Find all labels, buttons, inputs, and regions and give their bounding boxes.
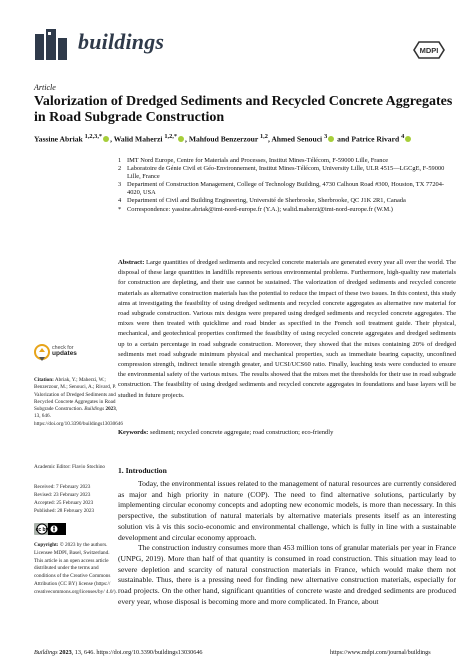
author-conjunction: and: [337, 134, 350, 144]
author-name: Walid Maherzi: [113, 134, 163, 144]
author-affiliation: 1,2: [260, 133, 268, 140]
citation-year: 2023: [105, 406, 116, 413]
introduction-body: [118, 479, 456, 607]
buildings-logo-icon: [34, 28, 74, 60]
affiliation-number: 1: [118, 157, 122, 164]
paragraph: Today, the environmental issues related to the management of natural resources are currently considered as major and high priority in nature (COP). The need to find alternative solutions, particularly by implementing circular economy concepts and adopting new economic models, is more than necessary. In this perspective, the substitution of natural materials by alternative materials presents itself as an interesting solution vis à vis this socio-economic and environmental challenge, which is fully in line with a sustainable development and circular economy approach.: [118, 479, 456, 542]
author-name: Patrice Rivard: [351, 134, 400, 144]
author-affiliation: 4: [401, 133, 405, 140]
citation-block: [34, 377, 123, 428]
check-line2: updates: [52, 350, 77, 358]
mdpi-logo-text: MDPI: [419, 46, 439, 55]
author-affiliation: 1,2,3,*: [84, 133, 103, 140]
affiliation-item: [118, 206, 458, 214]
citation-text: Abriak, Y.; Maherzi, W.; Benzerzour, M.; Senouci, A.; Rivard, P. Valorization of Dredged Sediments and Recycled Concrete Aggregates in Road Subgrade Construction.: [34, 377, 117, 413]
check-for-updates-label[interactable]: [52, 345, 77, 358]
academic-editor: Academic Editor: Flavio Stochino: [34, 464, 106, 470]
affiliation-text: Department of Civil and Building Engineering, Université de Sherbrooke, Sherbrooke, QC J1K 2R1, Canada: [127, 197, 406, 205]
affiliation-text: Correspondence: yassine.abriak@imt-nord-europe.fr (Y.A.); walid.maherzi@imt-nord-europe.fr (W.M.): [127, 205, 393, 213]
journal-name: buildings: [78, 29, 165, 54]
abstract-label: Abstract:: [118, 259, 145, 266]
revised-date: Revised: 23 February 2023: [34, 491, 91, 498]
affiliation-text: Laboratoire de Génie Civil et Géo-Environnement, Institut Mines-Télécom, University Lille, ULR 4515—LGCgE, F-59000 Lille, France: [127, 165, 445, 181]
article-type: Article: [34, 83, 56, 92]
section-heading: 1. Introduction: [118, 466, 167, 475]
footer-doi[interactable]: , 13, 646. https://doi.org/10.3390/buildings13030646: [71, 649, 203, 656]
citation-doi[interactable]: , 13, 646. https://doi.org/10.3390/buildings13030646: [34, 406, 123, 427]
article-title: Valorization of Dredged Sediments and Recycled Concrete Aggregates in Road Subgrade Construction: [34, 94, 453, 125]
orcid-icon: [103, 136, 109, 142]
footer-journal-url[interactable]: https://www.mdpi.com/journal/buildings: [330, 649, 431, 656]
orcid-icon: [405, 136, 411, 142]
citation-label: Citation:: [34, 377, 54, 383]
affiliation-text: IMT Nord Europe, Centre for Materials and Processes, Institut Mines-Télécom, F-59000 Lille, France: [127, 157, 389, 164]
cc-logo-text: cc by: [35, 527, 49, 533]
author-affiliation: 3: [324, 133, 328, 140]
citation-journal: Buildings: [84, 406, 105, 413]
copyright-block: [34, 542, 118, 597]
cc-by-license-icon[interactable]: [34, 523, 66, 535]
affiliation-item: [118, 157, 458, 165]
abstract-text: Large quantities of dredged sediments and recycled concrete materials are generated every year all over the world. The disposal of these large quantities in landfills represents serious environmental problems. Furthermore, high-quality raw materials for construction are depleting, and their use cannot be sustained. The valorization of dredged sediments and recycled concrete materials as alternative construction materials has the potential to reduce the impact of these two issues. In this context, this study aims at investigating the feasibility of using dredged sediments and recycled concrete aggregates as alternative raw material for road subgrade construction. Various mix designs were prepared using dredged sediments and recycled concrete aggregates. The mixes were then treated with quicklime and road binder as specified in the French soil treatment guide. Their physical, mechanical, and geotechnical properties confirmed the feasibility of using recycled concrete aggregates and dredged sediments up to a certain percentage in road subgrade construction. Moreover, they showed that the mixes containing 20% of dredged sediments met road subgrade minimum physical and mechanical properties, such as immediate bearing capacity, unconfined compression strength, indirect tensile strength greater, and UCSI/UCS60 ratio. Finally, leaching tests were conducted to ensure the environmental safety of the various mixes. The results showed that the mixes met the thresholds for their use in road subgrade construction. The feasibility of using dredged sediments and recycled concrete aggregates in foundations and base layers will be studied in future projects.: [118, 259, 457, 399]
copyright-text: © 2023 by the authors. Licensee MDPI, Basel, Switzerland. This article is an open access article distributed under the terms and conditions of the Creative Commons Attribution (CC BY) license (https:// creativecommons.org/licenses/by/ 4.0/).: [34, 542, 117, 595]
check-line1: check for: [52, 345, 74, 351]
author-name: Yassine Abriak: [34, 134, 83, 144]
orcid-icon: [328, 136, 334, 142]
mdpi-logo-icon: [412, 40, 446, 60]
author-affiliation: 1,2,*: [164, 133, 178, 140]
check-for-updates-icon[interactable]: [34, 343, 50, 365]
affiliation-item: [118, 165, 458, 181]
orcid-icon: [178, 136, 184, 142]
paragraph: The construction industry consumes more than 453 million tons of granular materials per year in France (UNPG, 2019). More than half of that quantity is consumed in road construction. This situation may lead to severe depletion and scarcity of natural construction materials in France, which would make them not sustainable. Thus, there is a pressing need for finding new alternative construction materials, especially for road projects. On the other hand, significant quantities of concrete waste and dredged sediments are produced every year, whose disposal is becoming more and more complicated. In France, about: [118, 543, 456, 606]
affiliation-number: 2: [118, 165, 122, 173]
copyright-label: Copyright:: [34, 542, 59, 548]
abstract: [118, 258, 456, 401]
footer-journal: Buildings: [34, 649, 58, 656]
author-separator: ,: [185, 134, 187, 144]
author-name: Ahmed Senouci: [271, 134, 323, 144]
accepted-date: Accepted: 25 February 2023: [34, 499, 94, 506]
footer-citation: [34, 649, 203, 656]
keywords: [118, 428, 456, 437]
affiliation-number: *: [118, 205, 122, 213]
received-date: Received: 7 February 2023: [34, 484, 91, 490]
affiliation-number: 4: [118, 197, 122, 205]
affiliation-number: 3: [118, 181, 122, 189]
author-name: Mahfoud Benzerzour: [188, 134, 259, 144]
affiliations: [118, 157, 458, 214]
published-date: Published: 28 February 2023: [34, 507, 95, 514]
author-separator: ,: [267, 134, 270, 144]
affiliation-text: Department of Construction Management, College of Technology Building, 4730 Calhoun Road #300, Houston, TX 77204-4020, USA: [127, 181, 445, 197]
keywords-text: sediment; recycled concrete aggregate; road construction; eco-friendly: [149, 429, 334, 436]
affiliation-item: [118, 181, 458, 197]
publication-dates: [34, 484, 118, 516]
keywords-label: Keywords:: [118, 429, 149, 436]
footer-year: 2023: [59, 649, 72, 656]
author-list: [34, 133, 464, 144]
author-separator: ,: [110, 134, 112, 144]
affiliation-item: [118, 197, 458, 205]
